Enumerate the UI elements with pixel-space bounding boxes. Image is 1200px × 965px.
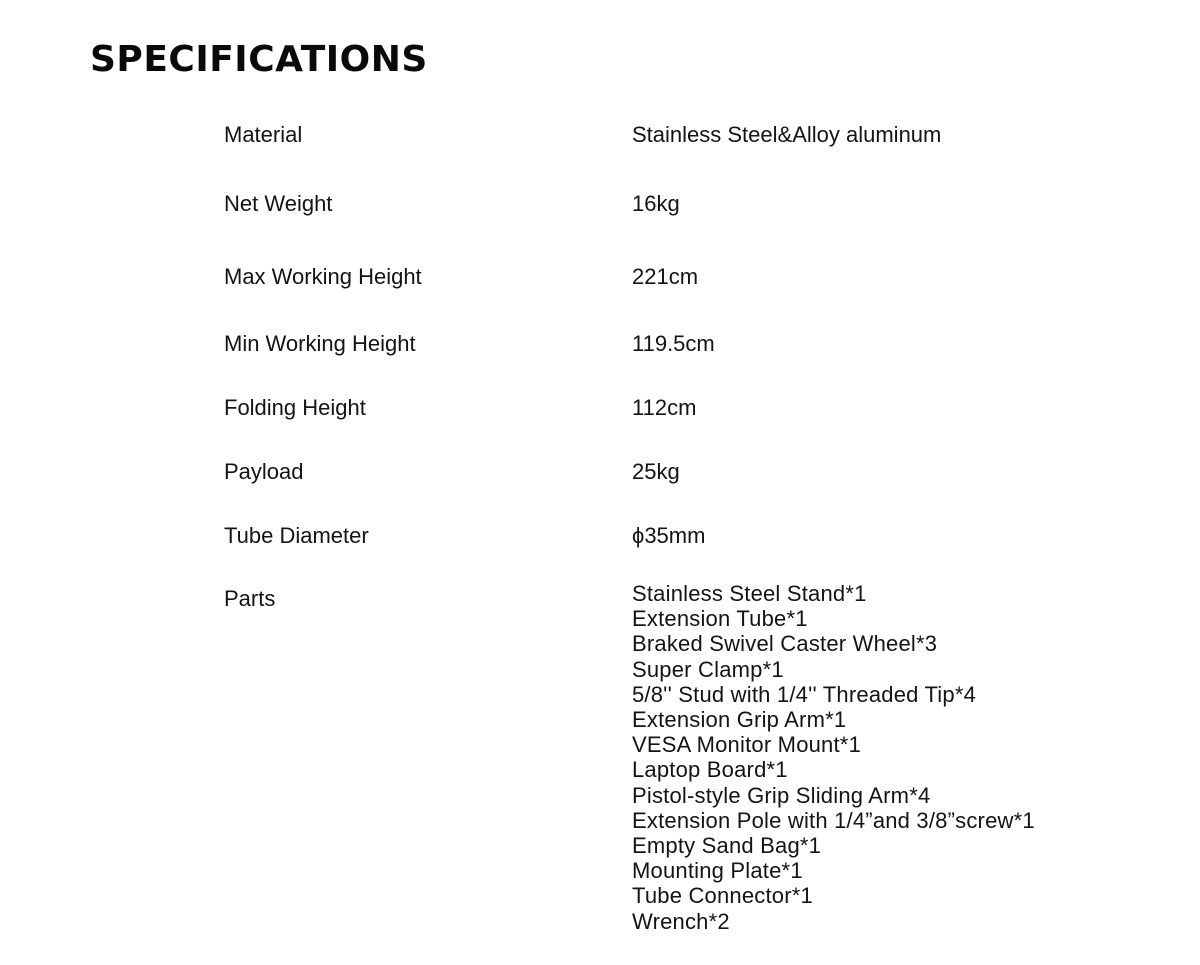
spec-label: Folding Height xyxy=(224,395,366,420)
spec-row-tube-diameter xyxy=(224,521,1124,551)
spec-value: 221cm xyxy=(632,264,699,289)
list-item: Pistol-style Grip Sliding Arm*4 xyxy=(632,782,931,808)
list-item: Extension Pole with 1/4”and 3/8”screw*1 xyxy=(632,807,1035,833)
spec-value: Stainless Steel&Alloy aluminum xyxy=(632,122,942,147)
list-item: Super Clamp*1 xyxy=(632,656,784,682)
list-item: Laptop Board*1 xyxy=(632,757,788,783)
spec-label: Min Working Height xyxy=(224,331,416,356)
list-item: Extension Grip Arm*1 xyxy=(632,707,847,733)
list-item: Tube Connector*1 xyxy=(632,883,813,909)
list-item: Extension Tube*1 xyxy=(632,606,808,632)
spec-label: Net Weight xyxy=(224,191,333,216)
spec-row-net-weight xyxy=(224,189,1124,219)
spec-value: 25kg xyxy=(632,459,680,484)
parts-list xyxy=(632,581,1035,934)
list-item: Wrench*2 xyxy=(632,908,730,934)
list-item: Stainless Steel Stand*1 xyxy=(632,581,867,606)
spec-row-min-working-height xyxy=(224,329,1124,359)
spec-row-payload xyxy=(224,457,1124,487)
spec-row-max-working-height xyxy=(224,262,1124,292)
list-item: Mounting Plate*1 xyxy=(632,858,803,884)
spec-label: Max Working Height xyxy=(224,264,422,289)
page-title: SPECIFICATIONS xyxy=(90,39,428,80)
spec-label: Payload xyxy=(224,459,304,484)
spec-row-material xyxy=(224,120,1124,150)
spec-value: 119.5cm xyxy=(632,331,715,356)
spec-value: ϕ35mm xyxy=(632,523,706,548)
spec-label: Parts xyxy=(224,586,276,611)
spec-value: 112cm xyxy=(632,395,697,420)
spec-label: Tube Diameter xyxy=(224,523,369,548)
spec-label: Material xyxy=(224,122,303,147)
list-item: Braked Swivel Caster Wheel*3 xyxy=(632,631,938,657)
spec-row-parts xyxy=(224,581,1124,944)
list-item: Empty Sand Bag*1 xyxy=(632,833,822,859)
list-item: VESA Monitor Mount*1 xyxy=(632,732,862,758)
list-item: 5/8'' Stud with 1/4'' Threaded Tip*4 xyxy=(632,681,977,707)
spec-row-folding-height xyxy=(224,393,1124,423)
spec-value: 16kg xyxy=(632,191,680,216)
